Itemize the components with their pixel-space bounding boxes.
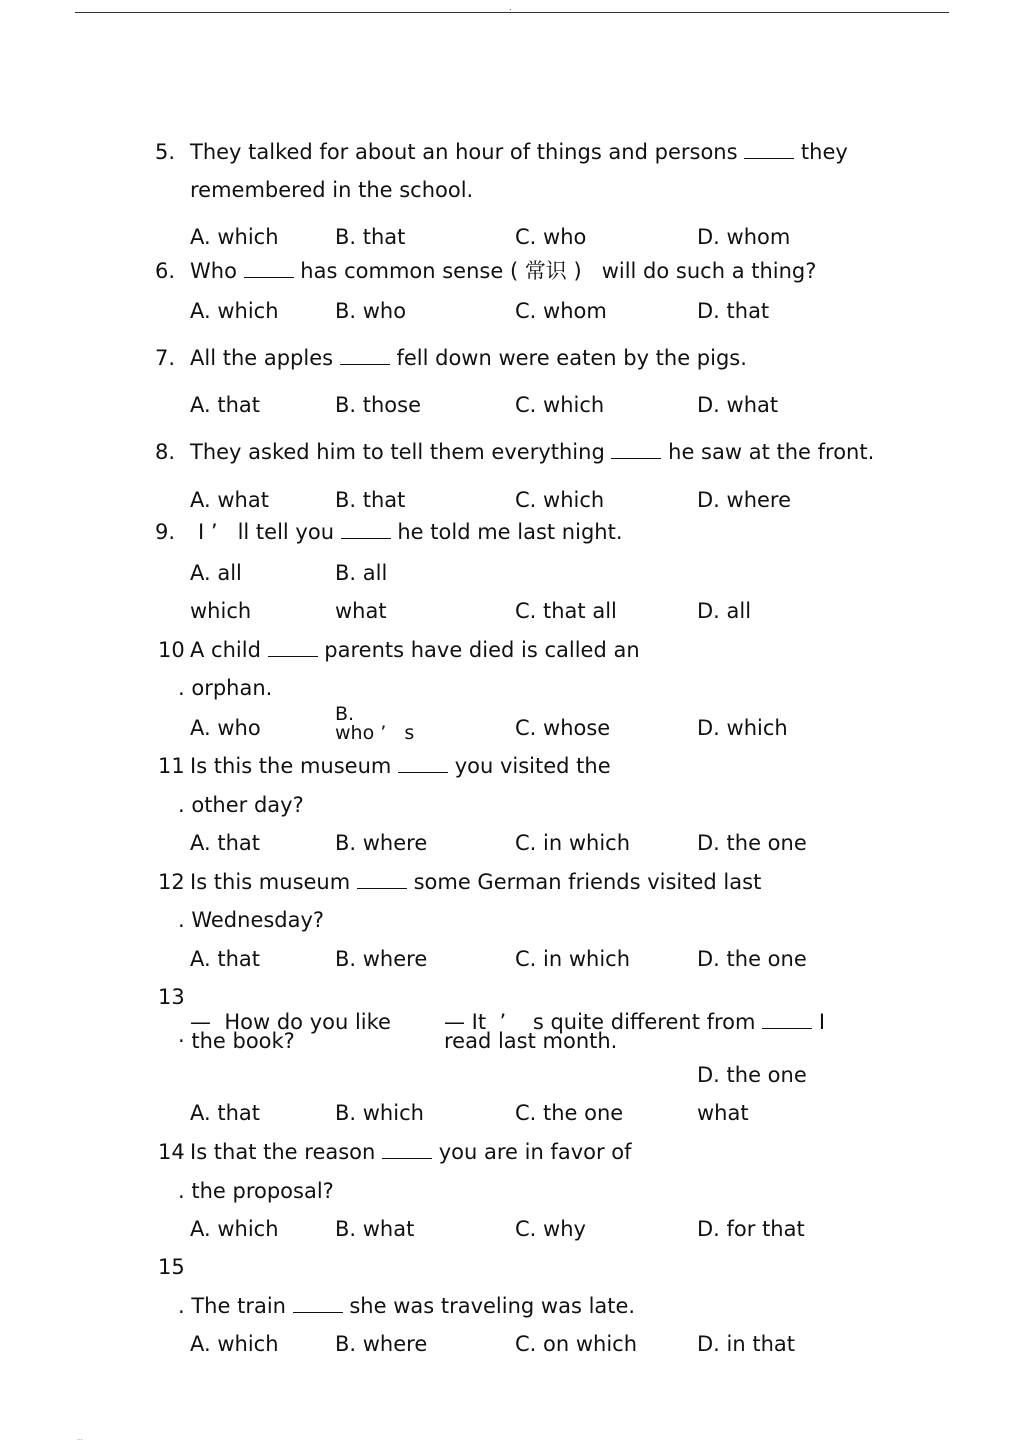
- option-b: B. who: [335, 299, 407, 323]
- answer-blank: [341, 522, 391, 539]
- question-number: 10: [158, 638, 185, 662]
- answer-blank: [340, 348, 390, 365]
- answer-blank: [382, 1142, 432, 1159]
- header-rule: [75, 12, 949, 13]
- option-a: A. that: [190, 831, 260, 855]
- option-d: D. the one: [697, 1063, 807, 1087]
- question-stem: A child parents have died is called an: [190, 638, 640, 662]
- option-b: B. which: [335, 1101, 424, 1125]
- option-a-continued: which: [190, 599, 252, 623]
- option-d: D. in that: [697, 1332, 795, 1356]
- question-stem: . The train she was traveling was late.: [178, 1294, 636, 1318]
- option-d: D. the one: [697, 831, 807, 855]
- option-b-continued: who ’ s: [335, 722, 415, 744]
- option-d: D. the one: [697, 947, 807, 971]
- answer-blank: [762, 1012, 812, 1029]
- question-stem-continued: . the proposal?: [178, 1179, 334, 1203]
- option-b: B. where: [335, 1332, 428, 1356]
- question-number: 8.: [155, 440, 176, 464]
- option-b-continued: what: [335, 599, 387, 623]
- answer-blank: [293, 1296, 343, 1313]
- option-d: D. where: [697, 488, 792, 512]
- option-d: D. all: [697, 599, 752, 623]
- question-number: 12: [158, 870, 185, 894]
- option-a: A. who: [190, 716, 261, 740]
- option-b: B. that: [335, 225, 406, 249]
- option-c: C. why: [515, 1217, 586, 1241]
- option-c: C. on which: [515, 1332, 638, 1356]
- option-b: B. those: [335, 393, 422, 417]
- question-stem-continued: remembered in the school.: [190, 178, 474, 202]
- answer-blank: [357, 872, 407, 889]
- answer-blank: [744, 142, 794, 159]
- option-d: D. for that: [697, 1217, 805, 1241]
- option-b: B. what: [335, 1217, 415, 1241]
- option-c: C. which: [515, 393, 605, 417]
- option-a: A. what: [190, 488, 269, 512]
- answer-blank: [611, 442, 661, 459]
- option-d: D. that: [697, 299, 770, 323]
- option-c: C. the one: [515, 1101, 624, 1125]
- option-d: D. which: [697, 716, 788, 740]
- option-a: A. that: [190, 393, 260, 417]
- footer-mark: ...: [77, 1435, 83, 1442]
- dialogue-line-b: — It ’ s quite different from I: [444, 1010, 826, 1034]
- option-a: A. which: [190, 299, 279, 323]
- option-a: A. which: [190, 1217, 279, 1241]
- question-number: 7.: [155, 346, 176, 370]
- option-a: A. that: [190, 1101, 260, 1125]
- question-stem: Is this museum some German friends visited last: [190, 870, 762, 894]
- question-number: 9.: [155, 520, 176, 544]
- option-b: B.: [335, 703, 355, 725]
- option-c: C. in which: [515, 947, 631, 971]
- option-b: B. all: [335, 561, 388, 585]
- option-d: D. whom: [697, 225, 791, 249]
- option-b: B. that: [335, 488, 406, 512]
- option-c: C. whom: [515, 299, 607, 323]
- option-c: C. in which: [515, 831, 631, 855]
- question-number: 13: [158, 985, 185, 1009]
- question-number: 14: [158, 1140, 185, 1164]
- question-number: 11: [158, 754, 185, 778]
- dialogue-line-a-continued: · the book?: [178, 1029, 295, 1053]
- dialogue-line-b-continued: read last month.: [444, 1029, 618, 1053]
- option-c: C. who: [515, 225, 587, 249]
- option-b: B. where: [335, 947, 428, 971]
- option-b: B. where: [335, 831, 428, 855]
- option-d: D. what: [697, 393, 779, 417]
- question-number: 5.: [155, 140, 176, 164]
- question-stem: They talked for about an hour of things and persons they: [190, 140, 848, 164]
- header-mark: .: [509, 3, 512, 12]
- question-stem: All the apples fell down were eaten by the pigs.: [190, 346, 747, 370]
- question-stem: Who has common sense ( 常识 ) will do such a thing?: [190, 259, 817, 283]
- answer-blank: [268, 640, 318, 657]
- answer-blank: [398, 756, 448, 773]
- option-c: C. that all: [515, 599, 617, 623]
- option-a: A. that: [190, 947, 260, 971]
- option-c: C. which: [515, 488, 605, 512]
- option-c: C. whose: [515, 716, 611, 740]
- question-stem: Is this the museum you visited the: [190, 754, 611, 778]
- option-d-continued: what: [697, 1101, 749, 1125]
- option-a: A. which: [190, 1332, 279, 1356]
- option-a: A. which: [190, 225, 279, 249]
- question-stem: They asked him to tell them everything he saw at the front.: [190, 440, 875, 464]
- question-stem-continued: . Wednesday?: [178, 908, 325, 932]
- option-a: A. all: [190, 561, 242, 585]
- question-stem-continued: . other day?: [178, 793, 304, 817]
- question-number: 6.: [155, 259, 176, 283]
- question-stem-continued: . orphan.: [178, 676, 273, 700]
- question-number: 15: [158, 1255, 185, 1279]
- question-stem: I ’ ll tell you he told me last night.: [198, 520, 623, 544]
- question-stem: Is that the reason you are in favor of: [190, 1140, 632, 1164]
- dialogue-line-a: — How do you like: [190, 1010, 391, 1034]
- answer-blank: [244, 261, 294, 278]
